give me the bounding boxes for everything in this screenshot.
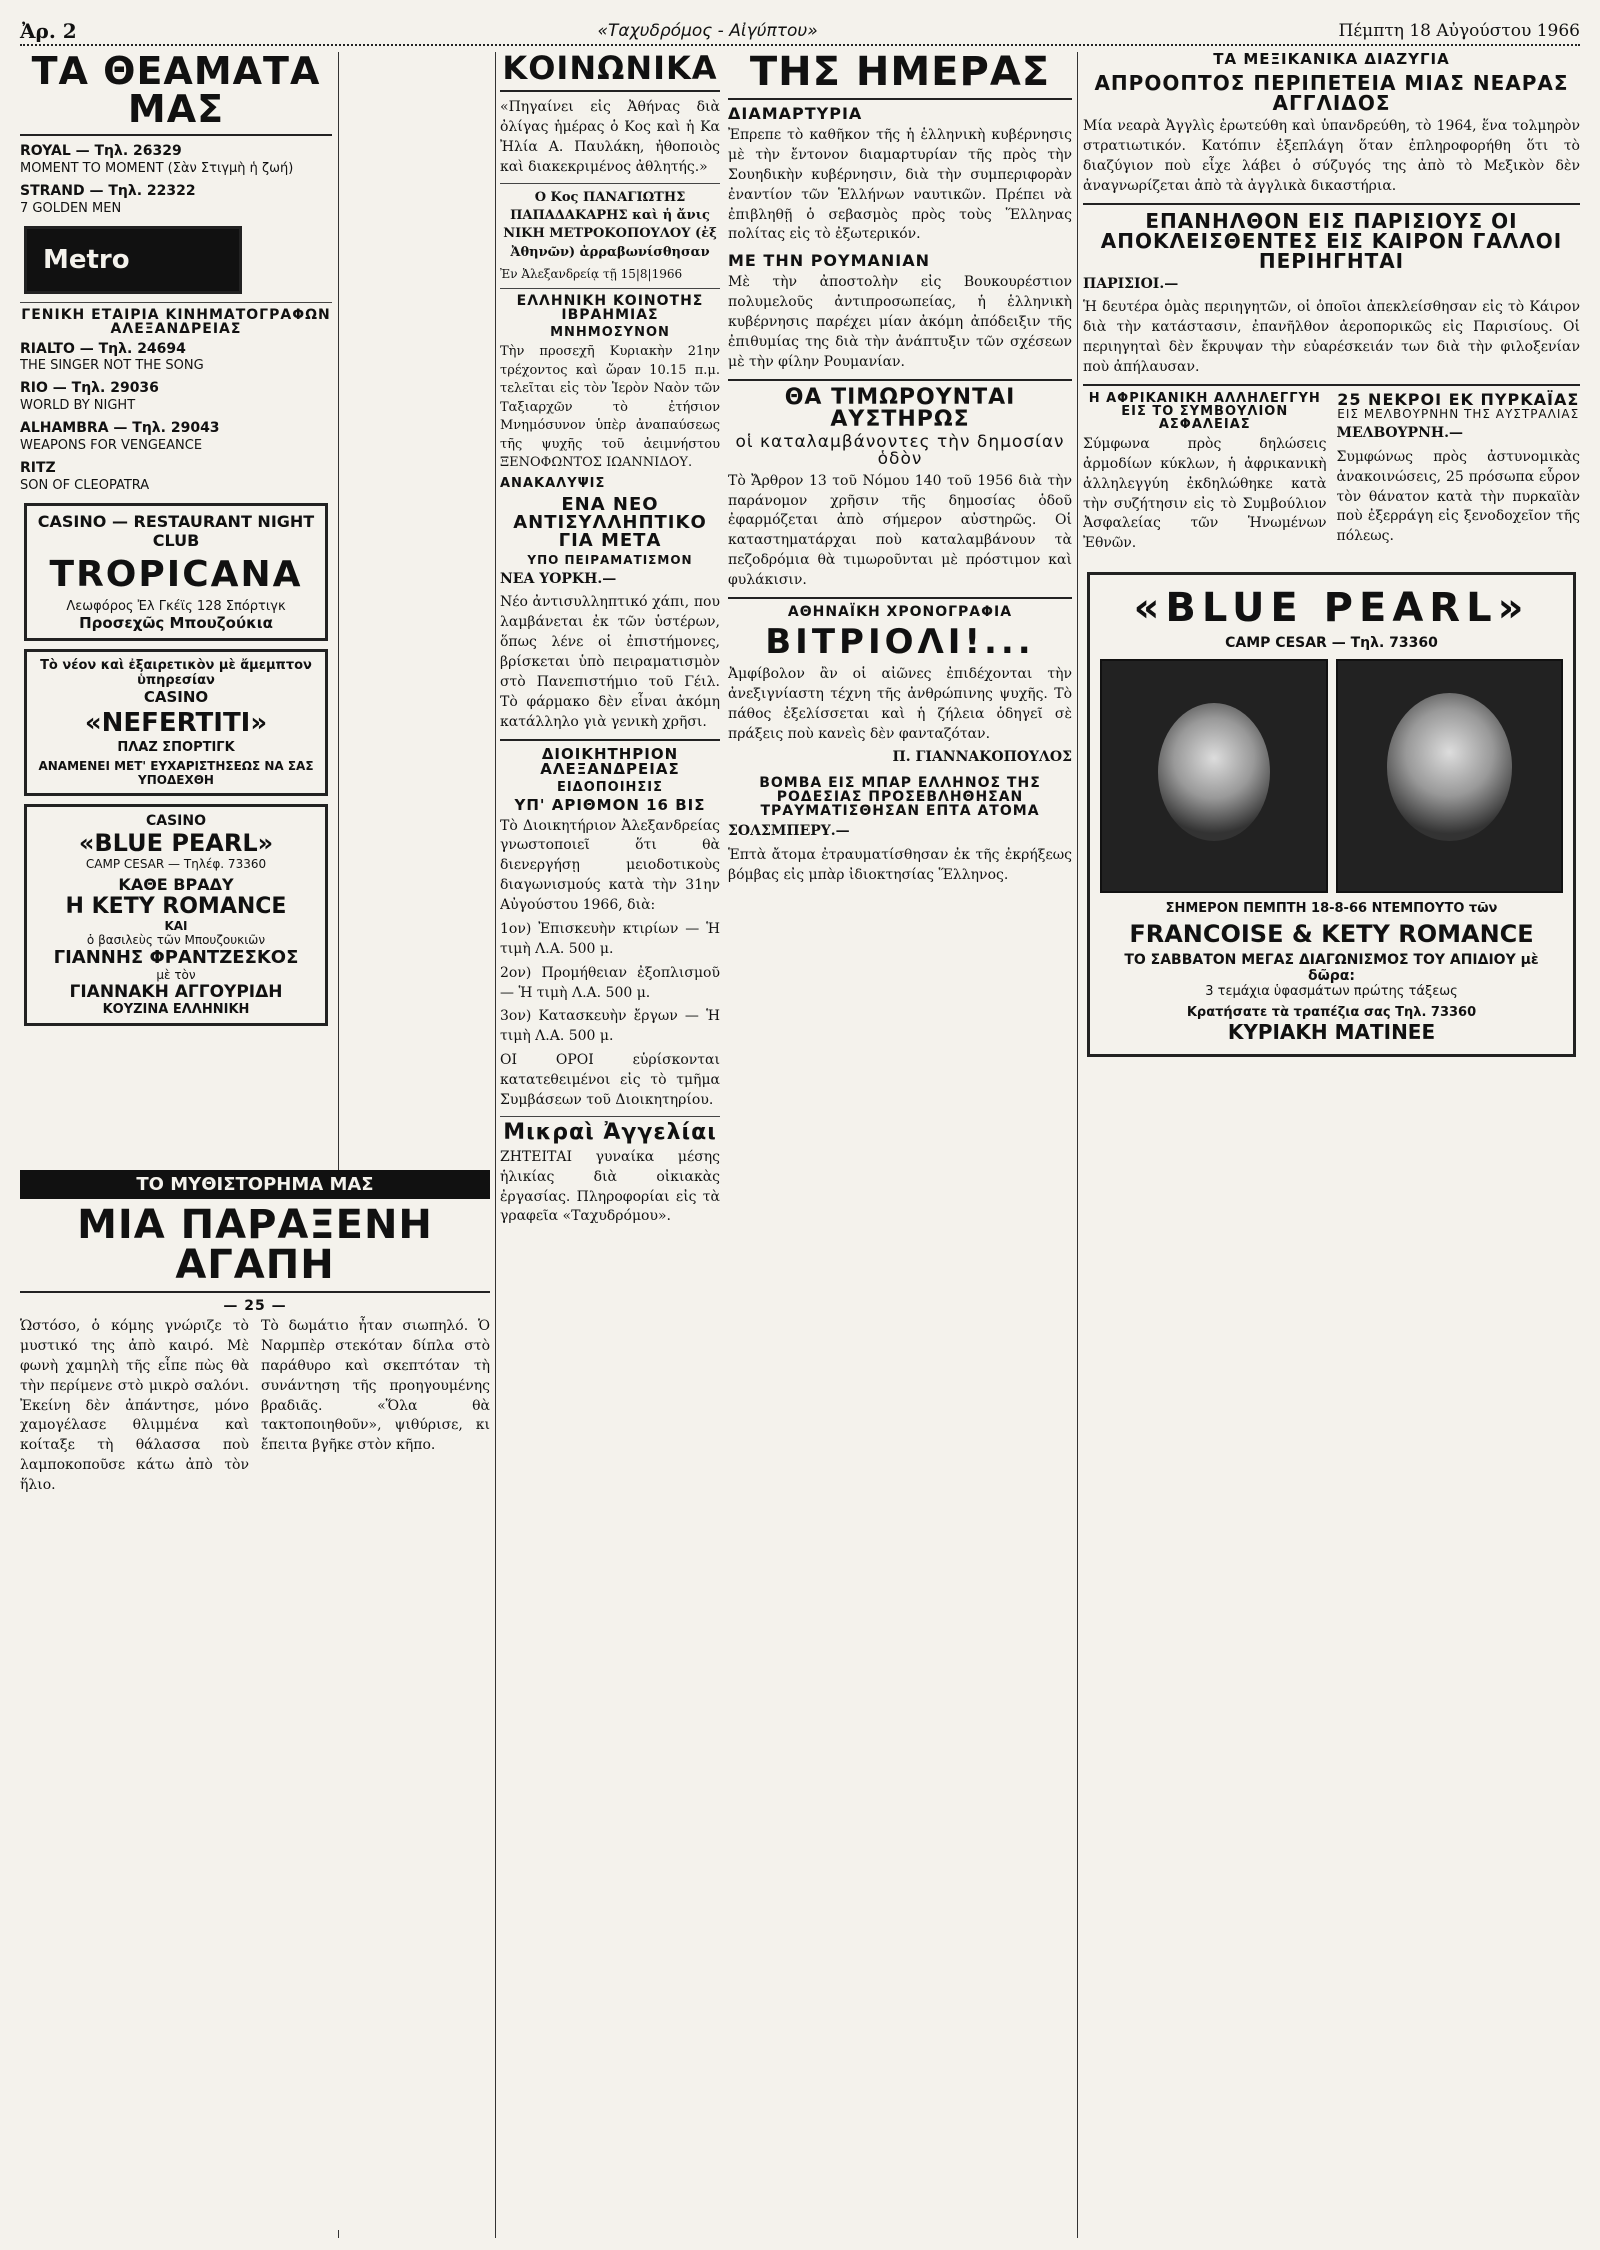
- divider: [1083, 384, 1580, 386]
- notice-number: ΥΠ' ΑΡΙΘΜΟΝ 16 ΒΙΣ: [514, 795, 706, 814]
- serial-col: [261, 1313, 490, 1500]
- two-article-row: [1083, 389, 1580, 558]
- article-headline: 25 ΝΕΚΡΟΙ ΕΚ ΠΥΡΚΑΪΑΣ: [1337, 389, 1580, 409]
- section-heading: ΚΟΙΝΩΝΙΚΑ: [502, 52, 718, 87]
- dateline: ΜΕΛΒΟΥΡΝΗ.—: [1336, 424, 1463, 441]
- ad-matinee: ΚΥΡΙΑΚΗ ΜΑΤΙΝΕΕ: [1227, 1020, 1436, 1045]
- article-headline: ΘΑ ΤΙΜΩΡΟΥΝΤΑΙ ΑΥΣΤΗΡΩΣ: [784, 384, 1016, 432]
- performer-photo: [1336, 659, 1564, 893]
- article-text: Σύμφωνα πρὸς δηλώσεις ἀρμοδίων κύκλων, ἡ ἀφρικανικὴ ἀλληλεγγύη ἐκδηλώθηκε κατὰ τὴν συζήτησιν εἰς τὸ Συμβούλιον Ἀσφαλείας τῶν Ἡνωμένων Ἐθνῶν.: [1083, 435, 1327, 552]
- africa-article: [1083, 392, 1327, 558]
- terms-text: ΟΙ ΟΡΟΙ εὑρίσκονται κατατεθειμένοι εἰς τὸ τμῆμα Συμβάσεων τοῦ Διοικητηρίου.: [500, 1052, 720, 1108]
- tender-item: 1ον) Ἐπισκευὴν κτιρίων — Ἡ τιμὴ Λ.Α. 500 μ.: [500, 920, 720, 957]
- paper-name: «Ταχυδρόμος - Αἰγύπτου»: [597, 21, 818, 41]
- company-title: ΓΕΝΙΚΗ ΕΤΑΙΡΙΑ ΚΙΝΗΜΑΤΟΓΡΑΦΩΝ ΑΛΕΞΑΝΔΡΕΙΑΣ: [21, 306, 331, 337]
- divider: [500, 739, 720, 741]
- article-subhead: οἱ καταλαμβάνοντες τὴν δημοσίαν ὁδὸν: [735, 431, 1065, 469]
- divider: [1083, 203, 1580, 205]
- memorial-text: Τὴν προσεχῆ Κυριακὴν 21ην τρέχοντος καὶ ὥραν 10.15 π.μ. τελεῖται εἰς τὸν Ἱερὸν Ναὸν τῶν Ταξιαρχῶν τὸ ἐτήσιον Μνημόσυνον ὑπὲρ ἀναπαύσεως τῆς ψυχῆς τοῦ ἀειμνήστου ΞΕΝΟΦΩΝΤΟΣ ΙΩΑΝΝΙΔΟΥ.: [500, 344, 720, 471]
- serial-label: ΤΟ ΜΥΘΙΣΤΟΡΗΜΑ ΜΑΣ: [20, 1170, 490, 1199]
- article-subhead: ΕΙΣ ΜΕΛΒΟΥΡΝΗΝ ΤΗΣ ΑΥΣΤΡΑΛΙΑΣ: [1337, 406, 1580, 421]
- author: Π. ΓΙΑΝΝΑΚΟΠΟΥΛΟΣ: [892, 749, 1072, 766]
- cinema-listing: RITZ SON OF CLEOPATRA: [20, 459, 150, 493]
- serial-columns: [20, 1313, 490, 1500]
- admin-title: ΔΙΟΙΚΗΤΗΡΙΟΝ ΑΛΕΞΑΝΔΡΕΙΑΣ: [540, 744, 680, 778]
- column-social: [500, 52, 720, 2238]
- cinema-listing: STRAND — Τηλ. 22322 7 GOLDEN MEN: [20, 182, 196, 216]
- article-text: Τὸ Ἄρθρον 13 τοῦ Νόμου 140 τοῦ 1956 διὰ τὴν παράνομον χρῆσιν τῆς δημοσίας ὁδοῦ ἐφαρμόζεται ἀπὸ σήμερον αὐστηρῶς. Οἱ καταστηματάρχαι ποὺ καταλαμβάνουν τὰ πεζοδρόμια θὰ τιμωροῦνται μὲ πρόστιμον καὶ φυλάκισιν.: [728, 472, 1072, 588]
- blue-pearl-small-ad: CASINO «BLUE PEARL» CAMP CESAR — Τηλέφ. 73360 ΚΑΘΕ ΒΡΑΔΥ Η KETY ROMANCE ΚΑΙ ὁ βασιλεὺς τῶν Μπουζουκιῶν ΓΙΑΝΝΗΣ ΦΡΑΝΤΖΕΣΚΟΣ μὲ τὸν ΓΙΑΝΝΑΚΗ ΑΓΓΟΥΡΙΔΗ ΚΟΥΖΙΝΑ ΕΛΛΗΝΙΚΗ: [24, 804, 328, 1026]
- serial-text: Τὸ δωμάτιο ἦταν σιωπηλό. Ὁ Ναρμπὲρ στεκόταν δίπλα στὸ παράθυρο καὶ σκεπτόταν τὴ συνάντηση τῆς προηγουμένης βραδιᾶς. «Ὅλα θὰ τακτοποιηθοῦν», ψιθύρισε, κι ἔπειτα βγῆκε στὸν κῆπο.: [261, 1318, 490, 1454]
- divider: [500, 1116, 720, 1117]
- ad-debut: ΣΗΜΕΡΟΝ ΠΕΜΠΤΗ 18-8-66 ΝΤΕΜΠΟΥΤΟ τῶν: [1165, 901, 1498, 917]
- article-headline: ΒΟΜΒΑ ΕΙΣ ΜΠΑΡ ΕΛΛΗΝΟΣ ΤΗΣ ΡΟΔΕΣΙΑΣ ΠΡΟΣΕΒΛΗΘΗΣΑΝ ΤΡΑΥΜΑΤΙΣΘΗΣΑΝ ΕΠΤΑ ΑΤΟΜΑ: [759, 775, 1041, 820]
- notice-title: ΕΙΔΟΠΟΙΗΣΙΣ: [556, 779, 664, 795]
- metro-ad: Metro: [24, 226, 242, 294]
- cinema-listing: ALHAMBRA — Τηλ. 29043 WEAPONS FOR VENGEANCE: [20, 420, 220, 454]
- blue-pearl-ad: [1087, 572, 1576, 1057]
- cinema-listing: RIO — Τηλ. 29036 WORLD BY NIGHT: [20, 380, 159, 414]
- performer-photo: [1100, 659, 1328, 893]
- tender-item: 3ον) Κατασκευὴν ἔργων — Ἡ τιμὴ Λ.Α. 500 μ.: [500, 1008, 720, 1045]
- article-text: Συμφώνως πρὸς ἀστυνομικὰς ἀνακοινώσεις, 25 πρόσωπα εὗρον τὸν θάνατον κατὰ τὴν πυρκαϊὰν ποὺ ἐξερράγη εἰς ξενοδοχεῖον τῆς πόλεως.: [1336, 448, 1580, 545]
- cinema-listing: RIALTO — Τηλ. 24694 THE SINGER NOT THE SONG: [20, 340, 204, 374]
- editorial-text: Μὲ τὴν ἀποστολὴν εἰς Βουκουρέστιον πολυμελοῦς ἀντιπροσωπείας, ἡ ἑλληνικὴ κυβέρνησις παρέχει μίαν ἀκόμη ἀπόδειξιν τῆς ἐπιθυμίας της διὰ τὴν ἀνάπτυξιν τῶν σχέσεων μὲ τὴν φίλην Ρουμανίαν.: [728, 274, 1072, 370]
- section-heading: ΤΗΣ ΗΜΕΡΑΣ: [749, 52, 1051, 95]
- masthead: [20, 18, 1580, 46]
- discovery-label: ΑΝΑΚΑΛΥΨΙΣ: [500, 475, 606, 491]
- serial-title: ΜΙΑ ΠΑΡΑΞΕΝΗ ΑΓΑΠΗ: [77, 1202, 433, 1288]
- issue-date: Πέμπτη 18 Αὐγούστου 1966: [1338, 21, 1580, 41]
- ad-stars: FRANCOISE & KETY ROMANCE: [1129, 920, 1534, 949]
- article-text: Ἑπτὰ ἄτομα ἐτραυματίσθησαν ἐκ τῆς ἐκρήξεως βόμβας εἰς μπὰρ ἰδιοκτησίας Ἕλληνος.: [728, 847, 1072, 883]
- ad-camp: CAMP CESAR — Τηλ. 73360: [1225, 635, 1438, 652]
- article-headline: ΑΠΡΟΟΠΤΟΣ ΠΕΡΙΠΕΤΕΙΑ ΜΙΑΣ ΝΕΑΡΑΣ ΑΓΓΛΙΔΟΣ: [1094, 71, 1569, 115]
- editorial-text: Ἐπρεπε τὸ καθῆκον τῆς ἡ ἑλληνικὴ κυβέρνησις μὲ τὴν ἔντονον διαμαρτυρίαν τῆς πρὸς τὴν Σουηδικὴν κυβέρνησιν, διὰ τὴν συμπεριφορὰν ἐναντίον τῶν Ἑλλήνων ναυτικῶν. Πρέπει νὰ ἐπιβληθῇ ὁ σεβασμὸς πρὸς τοὺς Ἕλληνας πολίτας εἰς τὸ ἐξωτερικόν.: [728, 127, 1072, 243]
- serial-col: [20, 1313, 249, 1500]
- column-rule: [1077, 52, 1078, 2238]
- divider: [500, 90, 720, 92]
- article-text: Ἡ δευτέρα ὁμὰς περιηγητῶν, οἱ ὁποῖοι ἀπεκλείσθησαν εἰς τὸ Κάιρον διὰ τὴν κατάστασιν, ἐπανῆλθον ἀεροπορικῶς εἰς Παρισίους. Οἱ περιηγηταὶ δὲν ἔκρυψαν τὴν εὐαρέσκειάν των διὰ τὴν φιλοξενίαν ποὺ ἀπήλαυσαν.: [1083, 299, 1580, 375]
- ad-contest: ΤΟ ΣΑΒΒΑΤΟΝ ΜΕΓΑΣ ΔΙΑΓΩΝΙΣΜΟΣ ΤΟΥ ΑΠΙΔΙΟΥ μὲ δῶρα:: [1124, 952, 1539, 985]
- editorial-title: ΜΕ ΤΗΝ ΡΟΥΜΑΝΙΑΝ: [728, 251, 931, 271]
- classified-ad: ΖΗΤΕΙΤΑΙ γυναίκα μέσης ἡλικίας διὰ οἰκιακὰς ἐργασίας. Πληροφορίαι εἰς τὰ γραφεῖα «Ταχυδρόμου».: [500, 1148, 720, 1225]
- section-heading: ΤΑ ΘΕΑΜΑΤΑ ΜΑΣ: [31, 52, 321, 131]
- serial-text: Ὡστόσο, ὁ κόμης γνώριζε τὸ μυστικό της ἀπὸ καιρό. Μὲ φωνὴ χαμηλὴ τῆς εἶπε πὼς θὰ τὴν περίμενε στὸ μικρὸ σαλόνι. Ἐκείνη δὲν ἀπάντησε, μόνο χαμογέλασε θλιμμένα καὶ κοίταξε τὴ θάλασσα ποὺ λαμποκοποῦσε κάτω ἀπὸ τὸν ἥλιο.: [20, 1318, 249, 1493]
- divider: [728, 98, 1072, 100]
- divider: [728, 379, 1072, 381]
- divider: [728, 597, 1072, 599]
- column-of-the-day: [728, 52, 1072, 2238]
- ad-reserve: Κρατήσατε τὰ τραπέζια σας Τηλ. 73360: [1186, 1005, 1477, 1021]
- engagement-date: Ἐν Ἀλεξανδρείᾳ τῇ 15|8|1966: [500, 267, 683, 282]
- dateline: ΠΑΡΙΣΙΟΙ.—: [1083, 275, 1179, 292]
- ad-photos: [1100, 659, 1563, 893]
- article-headline: Η ΑΦΡΙΚΑΝΙΚΗ ΑΛΛΗΛΕΓΓΥΗ ΕΙΣ ΤΟ ΣΥΜΒΟΥΛΙΟΝ ΑΣΦΑΛΕΙΑΣ: [1088, 390, 1321, 432]
- column-rule: [495, 52, 496, 2238]
- serial-chapter: — 25 —: [223, 1298, 287, 1314]
- fires-article: [1336, 389, 1581, 558]
- ad-prizes: 3 τεμάχια ὑφασμάτων πρώτης τάξεως: [1205, 984, 1458, 1000]
- divider: [500, 183, 720, 184]
- memorial-title: ΜΝΗΜΟΣΥΝΟΝ: [550, 325, 670, 341]
- dateline: ΣΟΛΣΜΠΕΡΥ.—: [728, 823, 850, 840]
- section-kicker: ΤΑ ΜΕΞΙΚΑΝΙΚΑ ΔΙΑΖΥΓΙΑ: [1213, 52, 1450, 68]
- chronicle-text: Ἀμφίβολον ἂν οἱ αἰῶνες ἐπιδέχονται τὴν ἀνεξιγνίαστη τέχνη τῆς ἀνθρώπινης ψυχῆς. Τὸ πάθος ἐξελίσσεται καὶ ἡ ζήλεια ὁδηγεῖ σὲ πράξεις ποὺ κανεὶς δὲν φανταζόταν.: [728, 665, 1072, 742]
- article-subhead: ΥΠΟ ΠΕΙΡΑΜΑΤΙΣΜΟΝ: [527, 552, 693, 567]
- divider: [20, 302, 332, 303]
- dateline: ΝΕΑ ΥΟΡΚΗ.—: [500, 570, 617, 587]
- chronicle-title: ΒΙΤΡΙΟΛΙ!...: [765, 621, 1035, 662]
- tender-item: 2ον) Προμήθειαν ἐξοπλισμοῦ — Ἡ τιμὴ Λ.Α. 500 μ.: [500, 964, 720, 1001]
- notice-text: Τὸ Διοικητήριον Ἀλεξανδρείας γνωστοποιεῖ ὅτι θὰ διενεργήσῃ μειοδοτικοὺς διαγωνισμούς κατὰ τὴν 31ην Αὐγούστου 1966, διὰ:: [500, 817, 720, 914]
- tropicana-ad: CASINO — RESTAURANT NIGHT CLUB TROPICANA Λεωφόρος Ἐλ Γκέϊς 128 Σπόρτιγκ Προσεχῶς Μπουζούκια: [24, 503, 328, 641]
- article-text: Μία νεαρὰ Ἀγγλὶς ἐρωτεύθη καὶ ὑπανδρεύθη, τὸ 1964, ἕνα τολμηρὸν στρατιωτικόν. Κατόπιν ἐξεπλάγη ὅταν ἐπληροφορήθη ὅτι τὸ διαζύγιον ποὺ εἶχε λάβει ὁ σύζυγός της ἀπὸ τὸ Μεξικὸν δὲν ἀναγνωρίζεται ἀπὸ τὰ ἀγγλικὰ δικαστήρια.: [1083, 118, 1580, 194]
- page-number: Ἀρ. 2: [20, 19, 77, 43]
- cinema-listing: ROYAL — Τηλ. 26329 MOMENT TO MOMENT (Σὰν Στιγμὴ ἡ ζωή): [20, 143, 294, 176]
- article-headline: ΕΠΑΝΗΛΘΟΝ ΕΙΣ ΠΑΡΙΣΙΟΥΣ ΟΙ ΑΠΟΚΛΕΙΣΘΕΝΤΕΣ ΕΙΣ ΚΑΙΡΟΝ ΓΑΛΛΟΙ ΠΕΡΙΗΓΗΤΑΙ: [1100, 208, 1563, 273]
- classifieds-heading: Μικραὶ Ἀγγελίαι: [503, 1119, 717, 1145]
- social-item: «Πηγαίνει εἰς Ἀθήνας διὰ ὀλίγας ἡμέρας ὁ Κος καὶ ἡ Κα Ἠλία Α. Παυλάκη, ἠθοποιὸς καὶ διακεκριμένος ἀθλητής.»: [500, 99, 720, 175]
- chronicle-label: ΑΘΗΝΑΪΚΗ ΧΡΟΝΟΓΡΑΦΙΑ: [787, 603, 1013, 620]
- divider: [20, 1291, 490, 1293]
- serial-novel: [20, 1170, 490, 2230]
- nefertiti-ad: Τὸ νέον καὶ ἐξαιρετικὸν μὲ ἄμεμπτον ὑπηρεσίαν CASINO «NEFERTITI» ΠΛΑΖ ΣΠΟΡΤΙΓΚ ΑΝΑΜΕΝΕΙ ΜΕΤ' ΕΥΧΑΡΙΣΤΗΣΕΩΣ ΝΑ ΣΑΣ ΥΠΟΔΕΧΘΗ: [24, 649, 328, 796]
- column-news-right: [1083, 52, 1580, 2238]
- divider: [500, 288, 720, 289]
- community-title: ΕΛΛΗΝΙΚΗ ΚΟΙΝΟΤΗΣ ΙΒΡΑΗΜΙΑΣ: [516, 293, 704, 324]
- article-text: Νέο ἀντισυλληπτικό χάπι, που λαμβάνεται ἐκ τῶν ὑστέρων, ὅπως λένε οἱ ἐπιστήμονες, βρίσκεται ὑπὸ πειραματισμὸν στὸ Πανεπιστήμιο τοῦ Γέιλ. Τὸ φάρμακο δὲν εἶναι ἀκόμη κατάλληλο γιὰ γενικὴ χρῆσι.: [500, 594, 720, 730]
- ad-title: «BLUE PEARL»: [1133, 585, 1530, 632]
- article-headline: ΕΝΑ ΝΕΟ ΑΝΤΙΣΥΛΛΗΠΤΙΚΟ ΓΙΑ ΜΕΤΑ: [513, 493, 707, 551]
- engagement-notice: Ο Κος ΠΑΝΑΓΙΩΤΗΣ ΠΑΠΑΔΑΚΑΡΗΣ καὶ ἡ ἄνις ΝΙΚΗ ΜΕΤΡΟΚΟΠΟΥΛΟΥ (ἐξ Ἀθηνῶν) ἀρραβωνίσθησαν: [503, 189, 717, 260]
- divider: [20, 134, 332, 136]
- editorial-title: ΔΙΑΜΑΡΤΥΡΙΑ: [728, 104, 863, 123]
